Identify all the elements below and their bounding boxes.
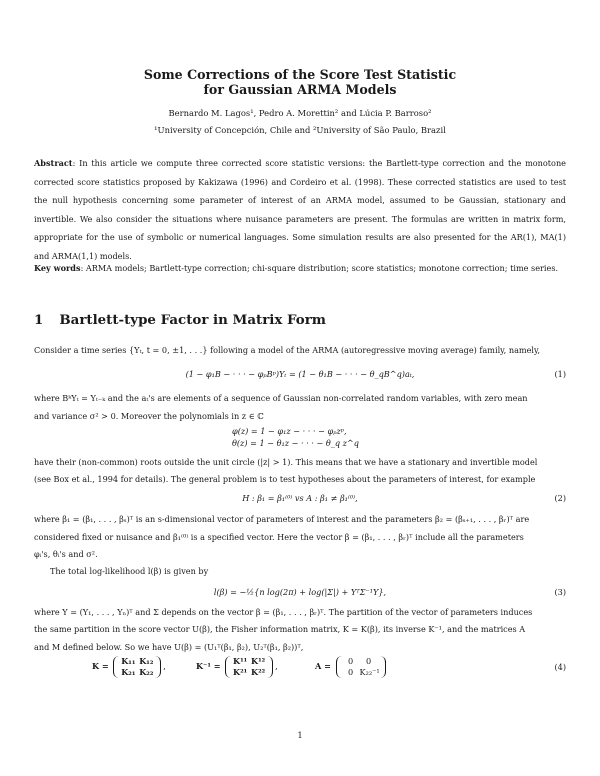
equation-3-number: (3) — [554, 587, 566, 597]
abstract-label: Abstract — [34, 158, 73, 168]
abstract — [34, 154, 566, 266]
paragraph-line: Consider a time series {Yₜ, t = 0, ±1, . . .} following a model of the ARMA (autoregressive moving average) family, namely, — [34, 345, 541, 355]
polynomial-theta: θ(z) = 1 − θ₁z − · · · − θ_q z^q — [232, 438, 359, 448]
paragraph-line: The total log-likelihood l(β) is given by — [50, 566, 209, 576]
paper-title-line-2: for Gaussian ARMA Models — [203, 82, 397, 97]
paragraph-line: have their (non-common) roots outside the unit circle (|z| > 1). This means that we have a stationary and invertible model — [34, 457, 538, 467]
matrix-k: K = K₁₁ K₁₂ K₂₁ K₂₂, — [92, 656, 166, 677]
paragraph-line: considered fixed or nuisance and β₁⁽⁰⁾ is a specified vector. Here the vector β = (β₁, . . . , βᵣ)ᵀ include all the parameters — [34, 532, 524, 542]
keywords-text: : ARMA models; Bartlett-type correction; chi-square distribution; score statistics; monotone correction; time series. — [80, 263, 559, 273]
paragraph-line: (see Box et al., 1994 for details). The general problem is to test hypotheses about the parameters of interest, for example — [34, 474, 536, 484]
section-title: Bartlett-type Factor in Matrix Form — [59, 312, 326, 328]
equation-4-number: (4) — [554, 662, 566, 672]
polynomial-phi: φ(z) = 1 − φ₁z − · · · − φₚzᵖ, — [232, 426, 347, 436]
paragraph-line: where Y = (Y₁, . . . , Yₙ)ᵀ and Σ depends on the vector β = (β₁, . . . , βᵣ)ᵀ. The partition of the vector of parameters induces — [34, 607, 533, 617]
paragraph-line: where β₁ = (β₁, . . . , βₛ)ᵀ is an s-dimensional vector of parameters of interest and the parameters β₂ = (βₛ₊₁, . . . , βᵣ)ᵀ are — [34, 514, 530, 524]
matrix-a: A = 0 0 0 K₂₂⁻¹ — [315, 656, 388, 678]
paragraph-line: where BᵏYₜ = Yₜ₋ₖ and the aₜ's are elements of a sequence of Gaussian non-correlated random variables, with zero mean — [34, 393, 528, 403]
paper-title-line-1: Some Corrections of the Score Test Statistic — [143, 67, 457, 82]
equation-2: H : β₁ = β₁⁽⁰⁾ vs A : β₁ ≠ β₁⁽⁰⁾, — [242, 493, 358, 503]
affiliations: ¹University of Concepción, Chile and ²University of São Paulo, Brazil — [154, 125, 446, 135]
paragraph-line: the same partition in the score vector U(β), the Fisher information matrix, K = K(β), its inverse K⁻¹, and the matrices A — [34, 624, 526, 634]
section-heading — [34, 312, 326, 328]
keywords — [34, 259, 566, 278]
abstract-text: : In this article we compute three corrected score statistic versions: the Bartlett-type correction and the monotone corrected score statistics proposed by Kakizawa (1996) and Cordeiro et al. (1998). These corrected statistics are used to test the null hypothesis concerning some parameter of interest of an ARMA model, assumed to be Gaussian, stationary and invertible. We also consider the situations where nuisance parameters are present. The formulas are written in matrix form, appropriate for the use of symbolic or numerical languages. Some simulation results are also presented for the AR(1), MA(1) and ARMA(1,1) models. — [34, 158, 566, 261]
paragraph-line: φᵢ's, θᵢ's and σ². — [34, 549, 98, 559]
section-number: 1 — [34, 312, 44, 328]
authors: Bernardo M. Lagos¹, Pedro A. Morettin² and Lúcia P. Barroso² — [168, 108, 432, 118]
page-number: 1 — [297, 730, 303, 740]
paragraph-line: and M defined below. So we have U(β) = (U₁ᵀ(β₁, β₂), U₂ᵀ(β₁, β₂))ᵀ, — [34, 642, 304, 652]
equation-1-number: (1) — [554, 369, 566, 379]
equation-1: (1 − φ₁B − · · · − φₚBᵖ)Yₜ = (1 − θ₁B − · · · − θ_qB^q)aₜ, — [185, 369, 415, 379]
matrix-k-inverse: K⁻¹ = K¹¹ K¹² K²¹ K²², — [196, 656, 278, 677]
equation-2-number: (2) — [554, 493, 566, 503]
paragraph-line: and variance σ² > 0. Moreover the polynomials in z ∈ ℂ — [34, 411, 264, 421]
equation-3: l(β) = −½{n log(2π) + log(|Σ|) + YᵀΣ⁻¹Y}, — [213, 587, 387, 597]
keywords-label: Key words — [34, 263, 81, 273]
